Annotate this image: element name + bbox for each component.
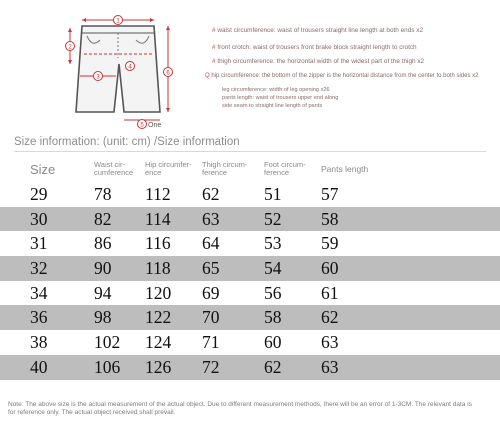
cell-hip: 126 — [145, 355, 202, 380]
cell-waist: 78 — [94, 182, 145, 207]
table-row — [0, 256, 500, 281]
cell-thigh: 70 — [202, 305, 264, 330]
cell-pants-length: 60 — [321, 256, 381, 281]
cell-hip: 122 — [145, 305, 202, 330]
note-pants-length-1: pants length: waist of trousers upper end along — [222, 95, 339, 101]
header-thigh: Thigh circum-ference — [202, 160, 248, 177]
cell-size: 29 — [0, 182, 94, 207]
marker-2 — [66, 42, 75, 51]
cell-spacer — [381, 256, 500, 281]
marker-5 — [138, 120, 147, 129]
table-row — [0, 305, 500, 330]
cell-hip: 124 — [145, 330, 202, 355]
cell-hip: 112 — [145, 182, 202, 207]
cell-foot: 60 — [264, 330, 321, 355]
cell-pants-length: 58 — [321, 207, 381, 232]
marker-4 — [126, 62, 135, 71]
cell-size: 30 — [0, 207, 94, 232]
cell-foot: 51 — [264, 182, 321, 207]
cell-thigh: 71 — [202, 330, 264, 355]
divider — [14, 151, 486, 152]
cell-thigh: 72 — [202, 355, 264, 380]
table-row — [0, 207, 500, 232]
marker-6 — [164, 68, 173, 77]
cell-waist: 102 — [94, 330, 145, 355]
svg-text:3: 3 — [96, 74, 100, 81]
size-table — [0, 156, 500, 380]
cell-size: 34 — [0, 281, 94, 306]
svg-text:6: 6 — [166, 70, 170, 77]
note-thigh: # thigh circumference: the horizontal width of the widest part of the thigh x2 — [212, 58, 425, 65]
note-leg: leg circumference: width of leg opening x26 — [222, 87, 330, 93]
cell-foot: 52 — [264, 207, 321, 232]
cell-waist: 98 — [94, 305, 145, 330]
table-row — [0, 231, 500, 256]
shorts-diagram — [62, 14, 182, 132]
cell-pants-length: 57 — [321, 182, 381, 207]
cell-hip: 116 — [145, 231, 202, 256]
cell-pants-length: 61 — [321, 281, 381, 306]
cell-thigh: 63 — [202, 207, 264, 232]
footnote: Note: The above size is the actual measurement of the actual object. Due to different measurement methods, there will be an error of 1-3CM. The relevant data is for reference only. The actual object received shall prevail. — [8, 401, 472, 416]
cell-size: 31 — [0, 231, 94, 256]
cell-spacer — [381, 231, 500, 256]
header-size: Size — [30, 161, 56, 177]
svg-text:5: 5 — [140, 122, 144, 129]
header-hip: Hip circumfer-ence — [145, 160, 192, 177]
cell-spacer — [381, 281, 500, 306]
cell-waist: 82 — [94, 207, 145, 232]
cell-foot: 62 — [264, 355, 321, 380]
cell-size: 36 — [0, 305, 94, 330]
cell-hip: 114 — [145, 207, 202, 232]
table-row — [0, 281, 500, 306]
note-hip: Q hip circumference: the bottom of the zipper is the horizontal distance from the center to both sides x2 — [205, 73, 479, 79]
cell-thigh: 62 — [202, 182, 264, 207]
svg-text:4: 4 — [128, 64, 132, 71]
marker-1 — [114, 16, 123, 25]
note-waist: # waist circumference: waist of trousers straight line length at both ends x2 — [212, 27, 424, 34]
cell-foot: 56 — [264, 281, 321, 306]
table-row — [0, 330, 500, 355]
cell-spacer — [381, 207, 500, 232]
table-row — [0, 355, 500, 380]
cell-size: 40 — [0, 355, 94, 380]
cell-spacer — [381, 305, 500, 330]
cell-thigh: 69 — [202, 281, 264, 306]
cell-pants-length: 63 — [321, 330, 381, 355]
header-pants-length: Pants length — [321, 164, 369, 174]
measurement-guide — [0, 0, 500, 132]
header-waist: Waist cir-cumference — [94, 160, 134, 177]
table-header — [0, 156, 500, 182]
marker-3 — [94, 72, 103, 81]
note-pants-length-2: side seam to straight line length of pants — [222, 103, 323, 109]
cell-pants-length: 59 — [321, 231, 381, 256]
note-front-crotch: # front crotch: waist of trousers front brake block straight length to crotch — [212, 44, 417, 51]
cell-waist: 106 — [94, 355, 145, 380]
cell-foot: 58 — [264, 305, 321, 330]
cell-waist: 86 — [94, 231, 145, 256]
cell-waist: 90 — [94, 256, 145, 281]
header-foot: Foot circum-ference — [264, 160, 306, 177]
cell-pants-length: 63 — [321, 355, 381, 380]
svg-text:2: 2 — [68, 44, 72, 51]
cell-waist: 94 — [94, 281, 145, 306]
cell-thigh: 64 — [202, 231, 264, 256]
cell-size: 32 — [0, 256, 94, 281]
cell-pants-length: 62 — [321, 305, 381, 330]
cell-foot: 54 — [264, 256, 321, 281]
diagram-bottom-label: One — [148, 122, 162, 129]
table-row — [0, 182, 500, 207]
cell-foot: 53 — [264, 231, 321, 256]
svg-text:1: 1 — [116, 18, 120, 25]
cell-size: 38 — [0, 330, 94, 355]
size-info-title: Size information: (unit: cm) /Size information — [14, 136, 240, 148]
cell-spacer — [381, 182, 500, 207]
cell-spacer — [381, 330, 500, 355]
cell-thigh: 65 — [202, 256, 264, 281]
header-spacer — [381, 156, 500, 182]
cell-spacer — [381, 355, 500, 380]
cell-hip: 120 — [145, 281, 202, 306]
cell-hip: 118 — [145, 256, 202, 281]
